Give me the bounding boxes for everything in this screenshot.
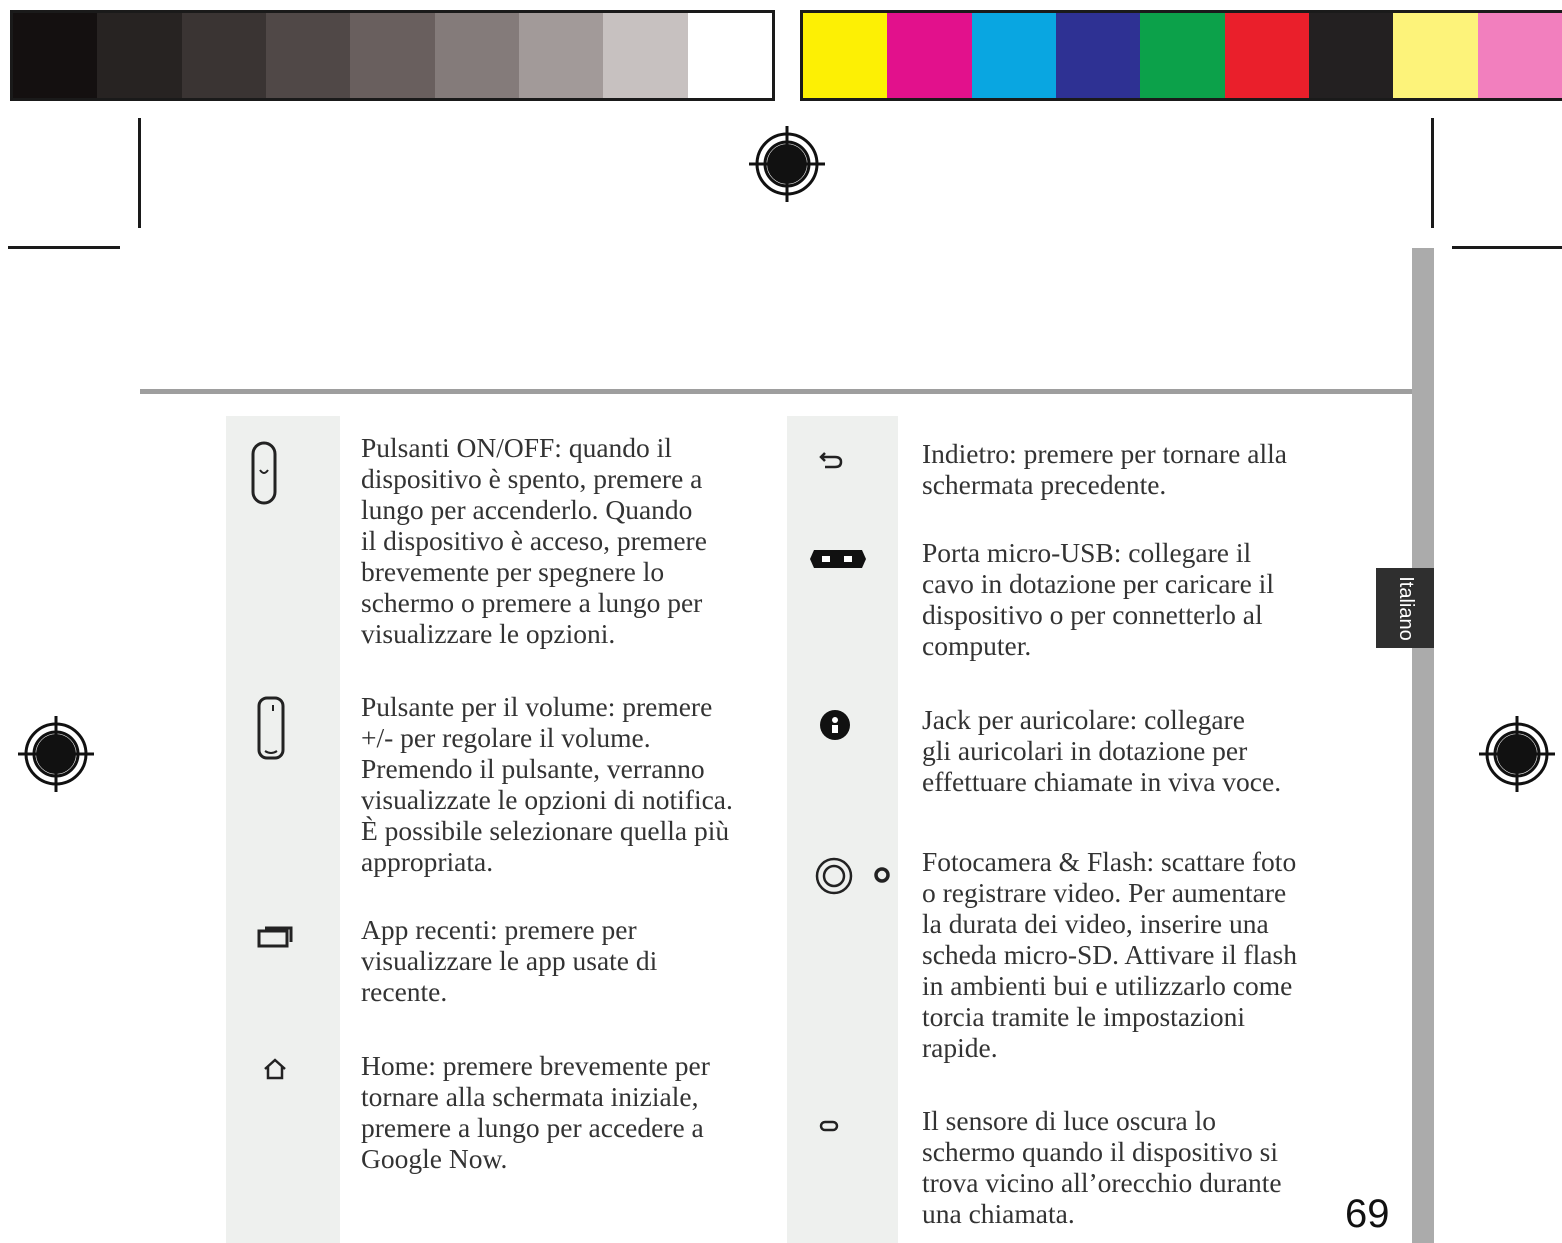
light-sensor-description: Il sensore di luce oscura lo schermo quando il dispositivo si trova vicino all’orecchio durante una chiamata. [922,1105,1282,1229]
registration-mark-icon [749,126,825,202]
gray-swatch [519,13,603,98]
volume-button-description: Pulsante per il volume: premere +/- per regolare il volume. Premendo il pulsante, verranno visualizzate le opzioni di notifica. È possibile selezionare quella più appropriata. [361,691,733,877]
back-description: Indietro: premere per tornare alla schermata precedente. [922,438,1287,500]
camera-flash-description: Fotocamera & Flash: scattare foto o registrare video. Per aumentare la durata dei video, inserire una scheda micro-SD. Attivare il flash in ambienti bui e utilizzarlo come torcia tramite le impostazioni rapide. [922,846,1297,1063]
language-tab-label: Italiano [1394,575,1417,641]
home-icon [261,1056,289,1082]
color-swatch [887,13,971,98]
camera-flash-icon [813,852,897,896]
right-icon-column [787,416,898,1243]
color-swatch [972,13,1056,98]
volume-button-icon [255,695,287,763]
micro-usb-description: Porta micro-USB: collegare il cavo in dotazione per caricare il dispositivo o per connetterlo al computer. [922,537,1274,661]
language-tab [1376,568,1434,648]
gray-swatch [350,13,434,98]
light-sensor-icon [818,1119,840,1133]
registration-mark-icon [1479,716,1555,792]
micro-usb-port-icon [808,545,868,573]
crop-mark [1431,118,1434,228]
color-swatch [1225,13,1309,98]
gray-swatch [435,13,519,98]
color-swatch [1140,13,1224,98]
gray-swatch [688,13,772,98]
home-description: Home: premere brevemente per tornare alla schermata iniziale, premere a lungo per accedere a Google Now. [361,1050,710,1174]
headphone-jack-icon [817,707,853,743]
gray-swatch [13,13,97,98]
side-margin-bar [1412,248,1434,1243]
crop-mark [1452,246,1562,249]
crop-mark [138,118,141,228]
color-calibration-strip [800,10,1562,101]
page-number: 69 [1345,1192,1390,1236]
color-swatch [1056,13,1140,98]
color-swatch [1478,13,1562,98]
grayscale-calibration-strip [10,10,775,101]
power-button-description: Pulsanti ON/OFF: quando il dispositivo è spento, premere a lungo per accenderlo. Quando il dispositivo è acceso, premere brevemente per spegnere lo schermo o premere a lungo per visualizzare le opzioni. [361,432,707,649]
power-button-icon [250,440,280,508]
headphone-jack-description: Jack per auricolare: collegare gli auricolari in dotazione per effettuare chiamate in viva voce. [922,704,1282,797]
recent-apps-description: App recenti: premere per visualizzare le app usate di recente. [361,914,658,1007]
color-swatch [803,13,887,98]
gray-swatch [603,13,687,98]
back-icon [817,449,847,469]
recent-apps-icon [256,922,296,950]
gray-swatch [97,13,181,98]
crop-mark [8,246,120,249]
color-swatch [1309,13,1393,98]
gray-swatch [182,13,266,98]
registration-mark-icon [18,716,94,792]
gray-swatch [266,13,350,98]
color-swatch [1393,13,1477,98]
left-icon-column [226,416,340,1243]
header-rule [140,389,1420,394]
